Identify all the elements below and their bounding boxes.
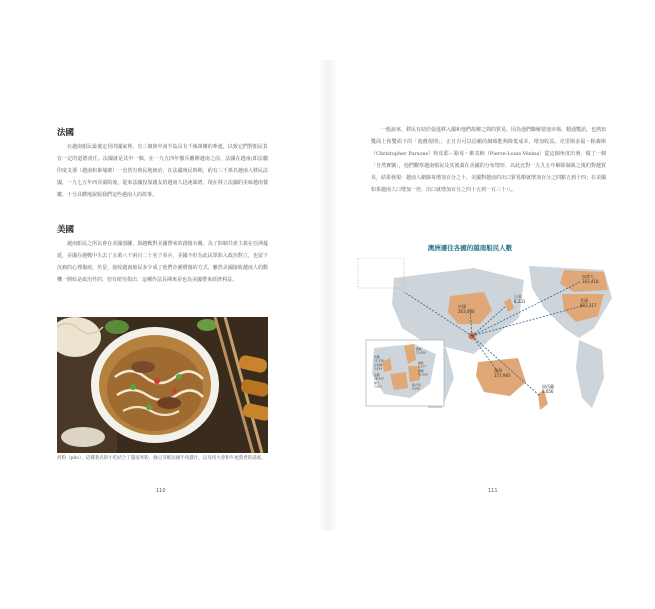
map-label-value: 3,814 [374, 366, 383, 371]
map-label-country: 義大利 [412, 383, 421, 387]
map-title: 澳洲遷往各國的越南船民人數 [427, 244, 513, 252]
map-label-country: 日本 [514, 294, 522, 299]
usa-paragraph: 越南船民之所以會在美國落腳，與越戰對美國帶來的創傷有關。為了抑制共產主義在亞洲蔓延，美國在越戰中失去了五萬八千兩百二十名子弟兵，美國不但為此民眾陷入政治對立，也留下沉痛的心理傷痕。於是，接收越南船民多少成了他們企補償傷的方式，雖然美國接收越南人的動機一開始是政治性的，但有研究指出：這種作法長期來看也為美國帶來經濟利益。 [57, 241, 268, 283]
map-label-country: 澳洲 [494, 368, 502, 373]
map-label-country: 法國 [374, 373, 380, 377]
map-label-country: 紐西蘭 [542, 384, 554, 389]
photo-caption: 河粉（pho），這種著名的小吃結合了越南米粉、綠豆芽配法國牛肉濃汁，以及用大骨和牛尾熬煮的湯底。 [57, 456, 266, 461]
south-america-shape [576, 340, 604, 408]
map-label-country: 挪威 [416, 347, 422, 351]
heading-france: 法國 [57, 128, 75, 138]
map-label-country: 加拿大 [582, 274, 594, 279]
map-label-value: 263,000 [458, 309, 475, 314]
map-label-value: 1,601 [374, 384, 383, 389]
map-label-value: 4,000 [412, 386, 421, 391]
map-label-value: 163,418 [582, 279, 599, 284]
map-label-value: 12,000 [416, 350, 426, 355]
left-page [0, 0, 327, 609]
page-number-left: 110 [156, 488, 166, 494]
map-label-country: 中國 [458, 304, 466, 309]
map-label-country: 瑞士 [374, 381, 380, 385]
map-label-value: 883,317 [580, 303, 597, 308]
map-label-value: 1,377 [418, 364, 427, 369]
map-label-value: 157,983 [494, 373, 511, 378]
heading-usa: 美國 [57, 225, 75, 235]
map-label-value: 8,231 [514, 299, 526, 304]
map-label-value: 6,056 [542, 389, 554, 394]
pho-photo [57, 317, 268, 453]
world-map [354, 258, 614, 418]
map-label-value: 41,500 [418, 372, 428, 377]
page-number-right: 111 [488, 488, 498, 494]
map-label-country: 比利時 [374, 363, 383, 367]
map-label-value: 26,413 [374, 376, 384, 381]
map-label-country: 英國 [374, 355, 380, 359]
map-label-country: 德國 [418, 369, 424, 373]
france-paragraph: 在越南船民最後定居的國家裡，有三個與中南半島具有千絲萬縷的牽連，以致它們對船民負有一定的道德責任。法國就是其中一個，在一九五四年撤兵離開越南之前，法國在越南(即法屬印度支那（越南和柬埔寨）一直皆有殖民地統治，在法國殖民時期，約有三千萬名越南人移民法國，一九七五年西貢淪陷後，從來法國投靠親友的越南人迅速暴增，現在林立法國的美味越南餐廳，十分具體地說服我們這些越南人的故事。 [57, 144, 268, 198]
map-label-value: 11,556 [374, 358, 384, 363]
map-label-country: 瑞典 [418, 361, 424, 365]
trade-paragraph: 一般說來，移民有助於促進移入國和他們故鄉之間的貿易，因為他們瞭解當地市場、精通雙語，也熟知雙面上和雙面下的「遊戲規則」，正且有可以信賴的網絡能夠降低成本，增加收益。克里斯多福・帕森斯（Christopher Parsons）和皮耶－路易・維其納（Pierre-Louis Vézina）從這個角度出發，做了一個「自然實驗」，他們觀察越南船民及其後裔在美國的分布情形，以此比對一九九五年解除制裁之後的對越貿易，結果發現：越南人網絡每增加百分之十，美國對越南的出口貿易額就增加百分之四點五到十四；在美國如果越南人口增加一倍，出口就增加百分之四十五到一百三十八。 [371, 127, 606, 193]
map-label-country: 美國 [580, 298, 588, 303]
